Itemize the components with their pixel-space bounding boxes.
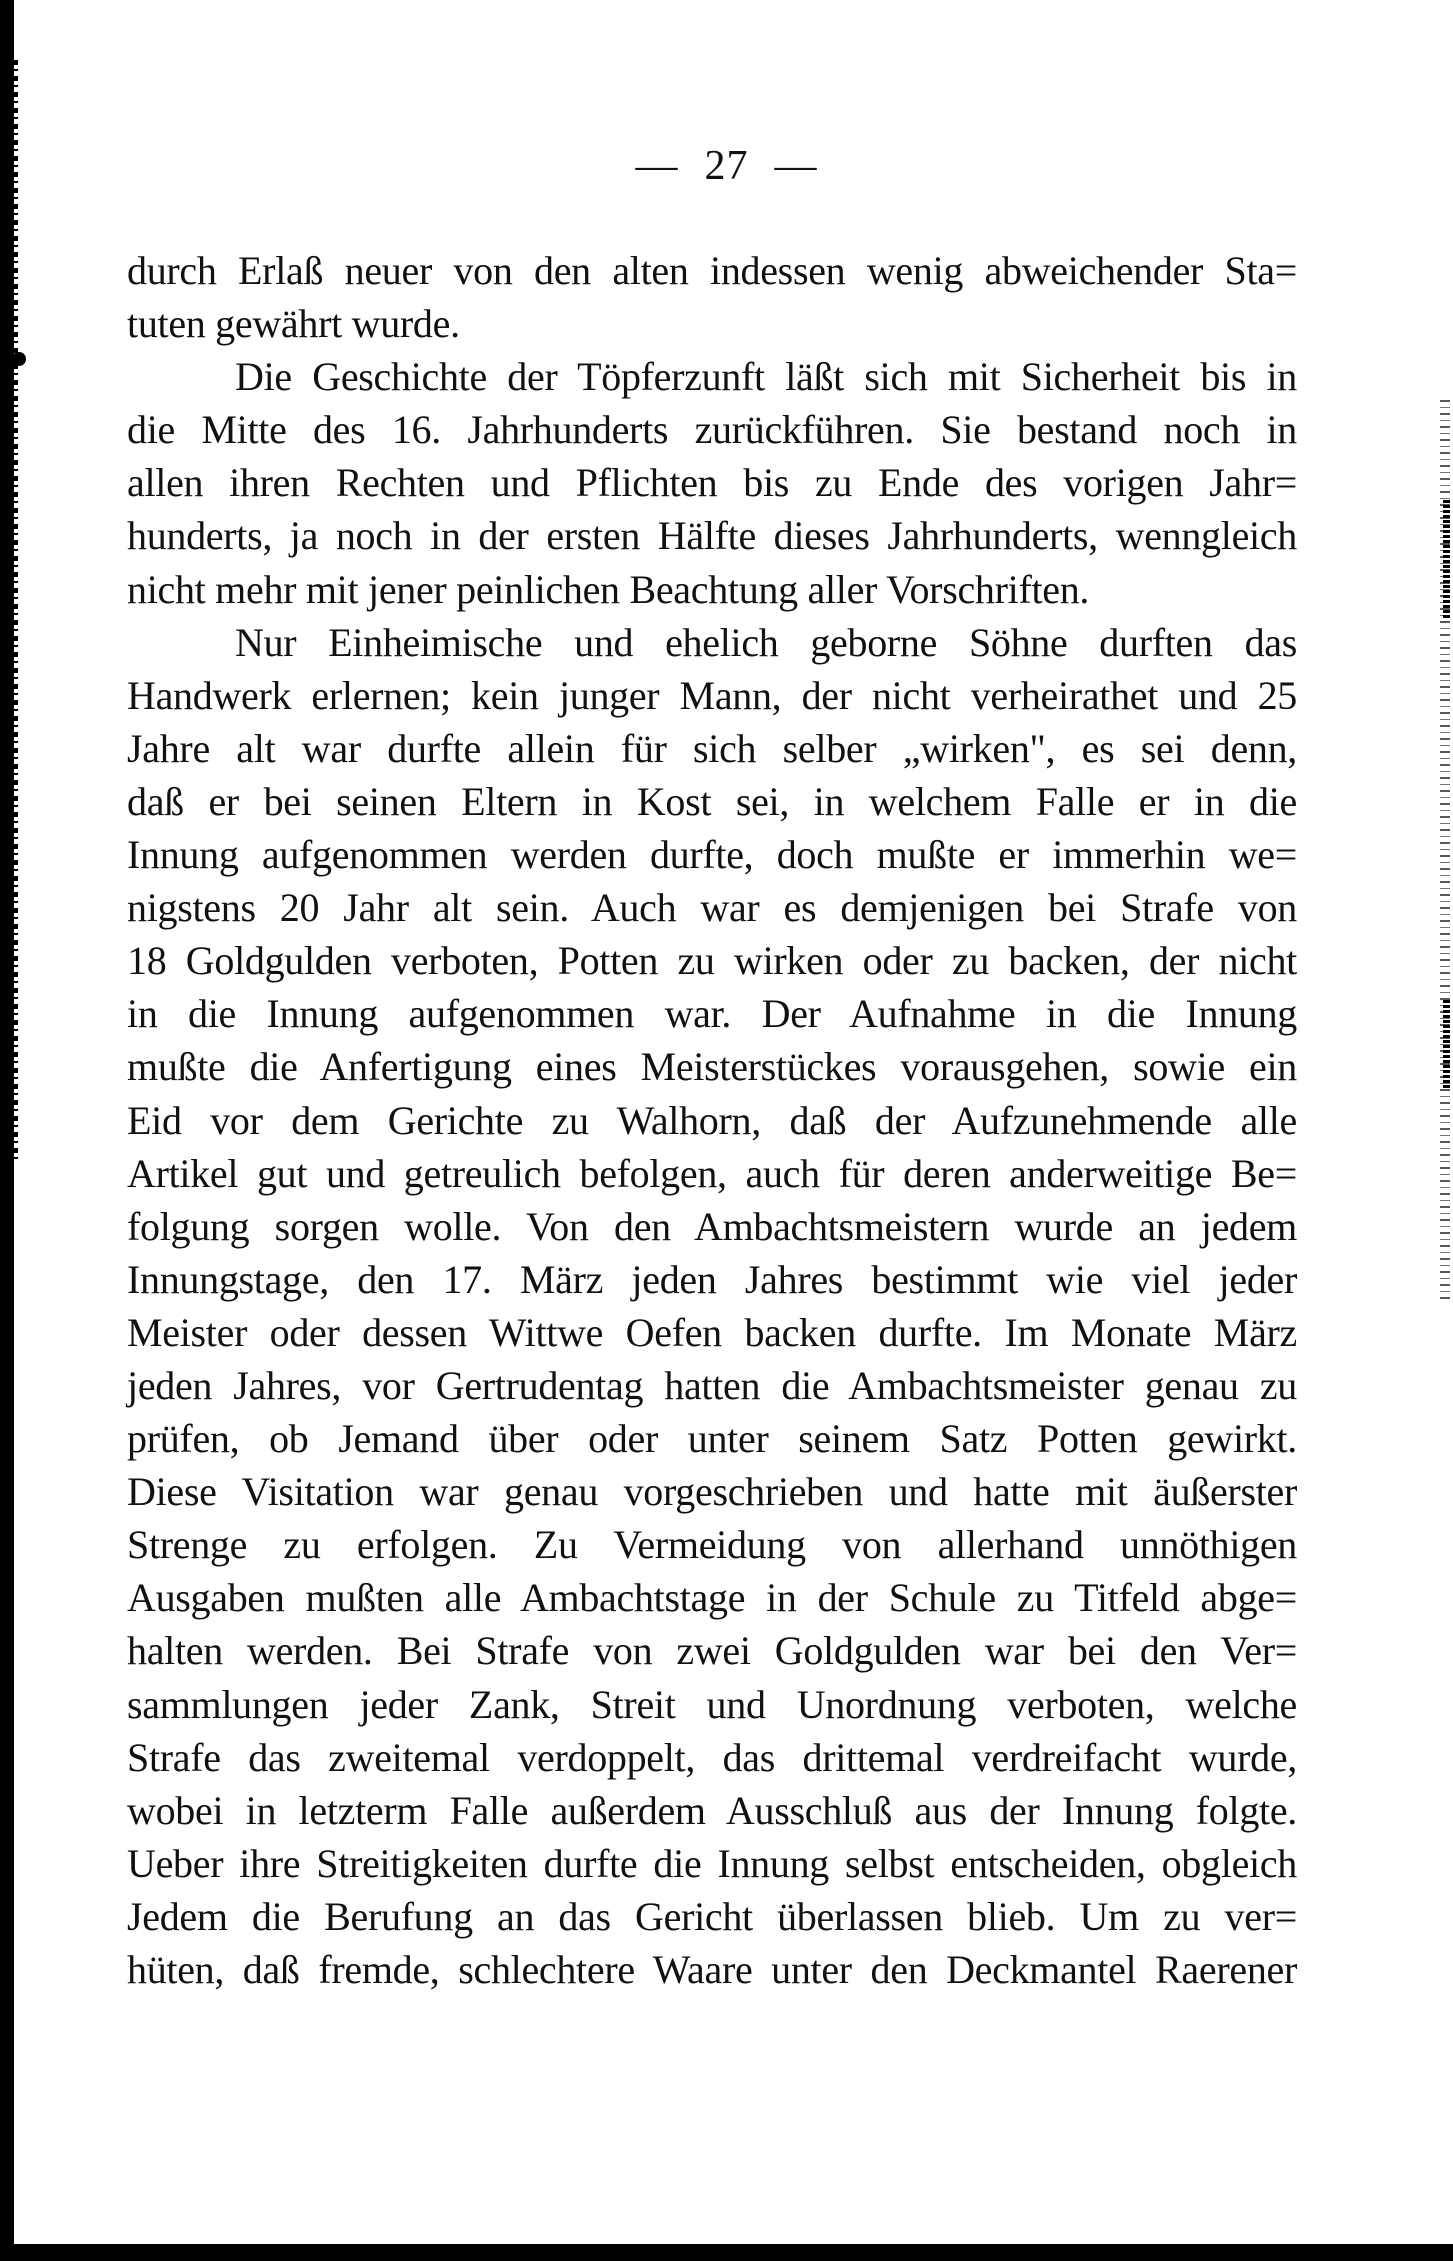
text-line: Strafe das zweitemal verdoppelt, das drittemal verdreifacht wurde, (127, 1734, 1297, 1780)
text-line: Meister oder dessen Wittwe Oefen backen durfte. Im Monate März (127, 1309, 1297, 1355)
scan-ink-blot (12, 352, 26, 366)
text-line: mußte die Anfertigung eines Meisterstückes vorausgehen, sowie ein (127, 1044, 1297, 1090)
page-number (0, 142, 1453, 190)
text-line: in die Innung aufgenommen war. Der Aufnahme in die Innung (127, 991, 1297, 1037)
text-line: hüten, daß fremde, schlechtere Waare unter den Deckmantel Raerener (127, 1947, 1297, 1992)
page-number-dash-left: — (635, 143, 679, 189)
text-line: nicht mehr mit jener peinlichen Beachtung aller Vorschriften. (127, 566, 1090, 612)
text-line: Nur Einheimische und ehelich geborne Söhne durften das (235, 619, 1297, 665)
text-line: Jedem die Berufung an das Gericht überlassen blieb. Um zu ver= (127, 1893, 1297, 1939)
text-line: Artikel gut und getreulich befolgen, auch für deren anderweitige Be= (127, 1150, 1297, 1196)
scan-left-edge-noise (10, 60, 18, 1160)
body-text (127, 244, 1297, 2049)
page-number-value: 27 (704, 143, 749, 189)
text-line: wobei in letzterm Falle außerdem Ausschluß aus der Innung folgte. (127, 1787, 1297, 1833)
scan-right-edge-dense-speckles-2 (1443, 1000, 1450, 1090)
scan-right-edge-dense-speckles (1443, 500, 1450, 620)
paragraph-3 (127, 616, 1297, 2050)
text-line: Ausgaben mußten alle Ambachtstage in der Schule zu Titfeld abge= (127, 1575, 1297, 1621)
text-line: Innungstage, den 17. März jeden Jahres bestimmt wie viel jeder (127, 1256, 1297, 1302)
text-line: tuten gewährt wurde. (127, 301, 460, 347)
text-line: Innung aufgenommen werden durfte, doch mußte er immerhin we= (127, 832, 1297, 878)
text-line: jeden Jahres, vor Gertrudentag hatten die Ambachtsmeister genau zu (127, 1362, 1297, 1408)
text-line: Handwerk erlernen; kein junger Mann, der nicht verheirathet und 25 (127, 672, 1297, 718)
text-line: Eid vor dem Gerichte zu Walhorn, daß der Aufzunehmende alle (127, 1097, 1297, 1143)
text-line: prüfen, ob Jemand über oder unter seinem Satz Potten gewirkt. (127, 1416, 1297, 1462)
text-line: hunderts, ja noch in der ersten Hälfte dieses Jahrhunderts, wenngleich (127, 513, 1297, 559)
text-line: allen ihren Rechten und Pflichten bis zu Ende des vorigen Jahr= (127, 460, 1297, 506)
text-line: Jahre alt war durfte allein für sich selber „wirken", es sei denn, (127, 725, 1297, 771)
text-line: folgung sorgen wolle. Von den Ambachtsmeistern wurde an jedem (127, 1203, 1297, 1249)
text-line: die Mitte des 16. Jahrhunderts zurückführen. Sie bestand noch in (127, 407, 1297, 453)
text-line: Diese Visitation war genau vorgeschrieben und hatte mit äußerster (127, 1469, 1297, 1515)
scan-bottom-edge-band (0, 2244, 1453, 2261)
page-number-dash-right: — (774, 143, 818, 189)
text-line: durch Erlaß neuer von den alten indessen wenig abweichender Sta= (127, 248, 1297, 293)
text-line: sammlungen jeder Zank, Streit und Unordnung verboten, welche (127, 1681, 1297, 1727)
scan-left-edge-noise-lower (0, 1200, 8, 2250)
text-line: Ueber ihre Streitigkeiten durfte die Innung selbst entscheiden, obgleich (127, 1840, 1297, 1886)
text-line: Die Geschichte der Töpferzunft läßt sich mit Sicherheit bis in (235, 354, 1297, 400)
paragraph-1 (127, 244, 1297, 350)
text-line (127, 1996, 1297, 2049)
text-line: nigstens 20 Jahr alt sein. Auch war es demjenigen bei Strafe von (127, 885, 1297, 931)
text-line: Strenge zu erfolgen. Zu Vermeidung von allerhand unnöthigen (127, 1522, 1297, 1568)
paragraph-2 (127, 350, 1297, 615)
text-line: daß er bei seinen Eltern in Kost sei, in welchem Falle er in die (127, 778, 1297, 824)
text-line: 18 Goldgulden verboten, Potten zu wirken oder zu backen, der nicht (127, 938, 1297, 984)
text-line: halten werden. Bei Strafe von zwei Goldgulden war bei den Ver= (127, 1628, 1297, 1674)
